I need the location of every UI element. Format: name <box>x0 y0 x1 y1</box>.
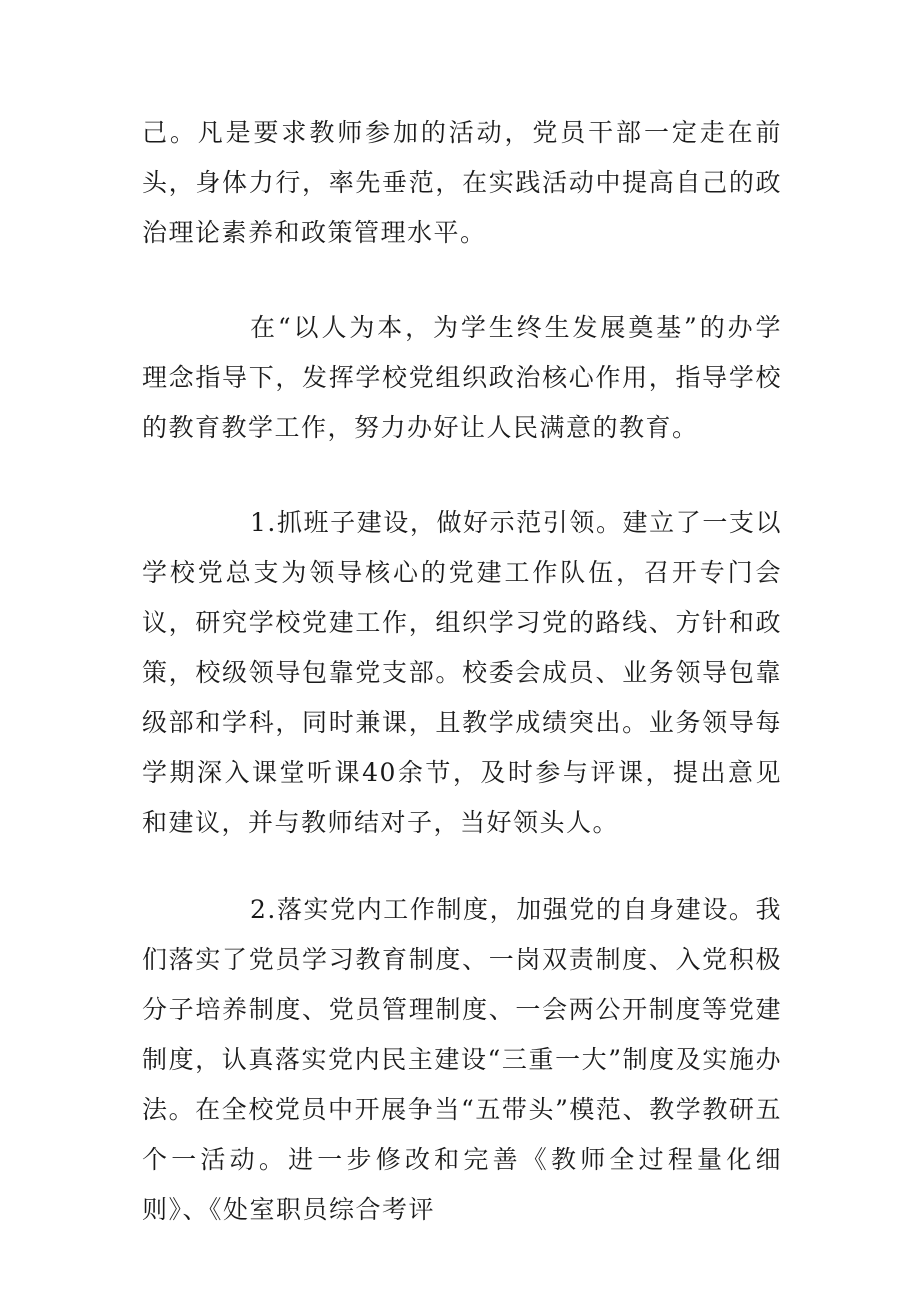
paragraph-item-1: 1.抓班子建设，做好示范引领。建立了一支以学校党总支为领导核心的党建工作队伍，召开专门会议，研究学校党建工作，组织学习党的路线、方针和政策，校级领导包靠党支部。校委会成员、业务领导包靠级部和学科，同时兼课，且教学成绩突出。业务领导每学期深入课堂听课40余节，及时参与评课，提出意见和建议，并与教师结对子，当好领头人。 <box>142 508 782 837</box>
paragraph-philosophy: 在“以人为本，为学生终生发展奠基”的办学理念指导下，发挥学校党组织政治核心作用，指导学校的教育教学工作，努力办好让人民满意的教育。 <box>142 313 782 442</box>
paragraph-continuation: 己。凡是要求教师参加的活动，党员干部一定走在前头，身体力行，率先垂范，在实践活动中提高自己的政治理论素养和政策管理水平。 <box>142 118 782 247</box>
paragraph-item-2: 2.落实党内工作制度，加强党的自身建设。我们落实了党员学习教育制度、一岗双责制度、入党积极分子培养制度、党员管理制度、一会两公开制度等党建制度，认真落实党内民主建设“三重一大”制度及实施办法。在全校党员中开展争当“五带头”模范、教学教研五个一活动。进一步修改和完善《教师全过程量化细则》、《处室职员综合考评 <box>142 895 782 1224</box>
